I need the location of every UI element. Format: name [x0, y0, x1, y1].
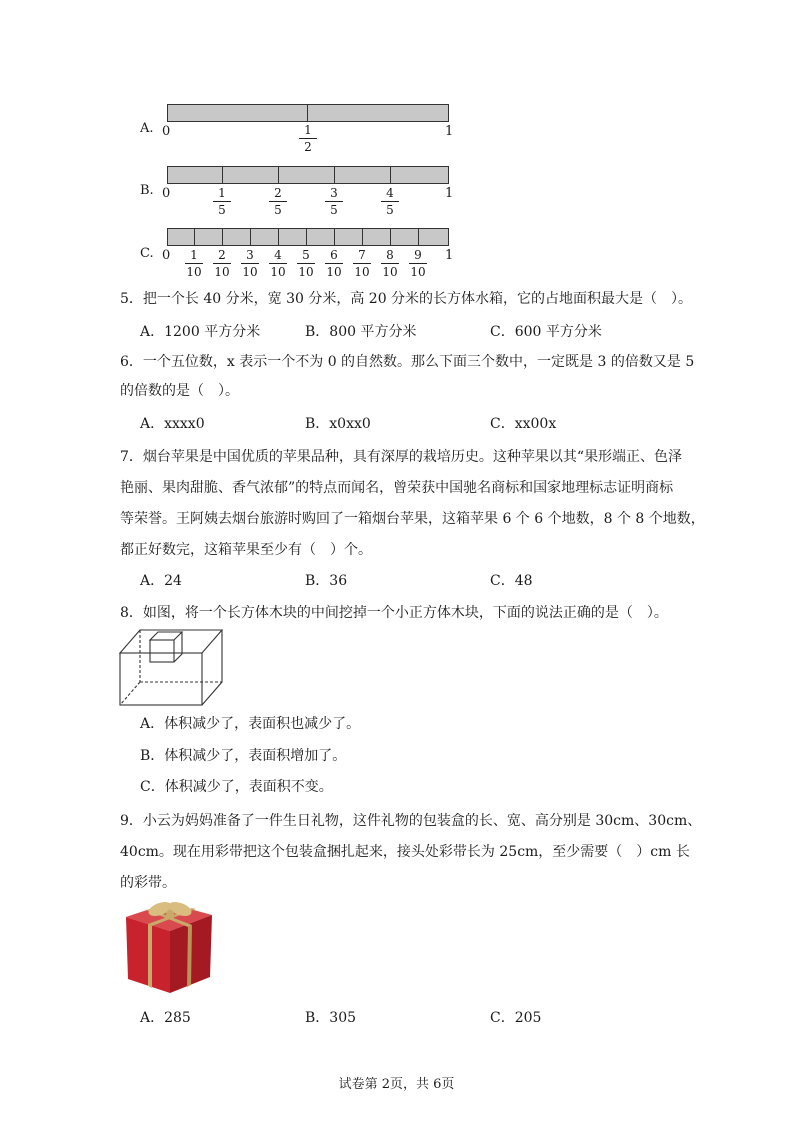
question-7-line: 7．烟台苹果是中国优质的苹果品种，具有深厚的栽培历史。这种苹果以其“果形端正、色泽 [120, 449, 683, 465]
axis-start-label: 0 [162, 124, 171, 139]
fraction-label: 7 10 [354, 248, 370, 279]
tick-mark [362, 228, 363, 246]
cuboid-with-hole-figure [118, 628, 224, 710]
question-6-line: 6．一个五位数，x 表示一个不为 0 的自然数。那么下面三个数中，一定既是 3 的倍数又是 5 [120, 354, 695, 370]
fraction-label: 9 10 [410, 248, 426, 279]
axis-end-label: 1 [445, 248, 454, 263]
gift-box-image [120, 897, 216, 997]
tick-mark [222, 228, 223, 246]
number-line-bar [167, 228, 449, 246]
q6-option-b[interactable]: B．x0xx0 [305, 416, 371, 432]
fraction-label: 3 5 [322, 186, 346, 217]
q7-option-b[interactable]: B．36 [305, 573, 348, 589]
option-letter: C. [140, 246, 154, 261]
tick-mark [194, 228, 195, 246]
q5-option-c[interactable]: C．600 平方分米 [490, 324, 602, 340]
question-9-line: 9．小云为妈妈准备了一件生日礼物，这件礼物的包装盒的长、宽、高分别是 30cm、30cm、 [120, 813, 702, 829]
q7-option-a[interactable]: A．24 [140, 573, 182, 589]
q9-option-b[interactable]: B．305 [305, 1010, 357, 1026]
q5-option-a[interactable]: A．1200 平方分米 [140, 324, 261, 340]
tick-mark [334, 166, 335, 184]
q9-option-c[interactable]: C．205 [490, 1010, 542, 1026]
fraction-label: 1 5 [210, 186, 234, 217]
question-8-stem: 8．如图，将一个长方体木块的中间挖掉一个小正方体木块，下面的说法正确的是（ ）。 [120, 605, 668, 621]
q6-option-a[interactable]: A．xxxx0 [140, 416, 205, 432]
tick-mark [390, 228, 391, 246]
q9-option-a[interactable]: A．285 [140, 1010, 191, 1026]
number-line-bar [167, 166, 449, 184]
q6-option-c[interactable]: C．xx00x [490, 416, 557, 432]
axis-end-label: 1 [445, 186, 454, 201]
fraction-label: 4 10 [270, 248, 286, 279]
q8-option-a[interactable]: A．体积减少了，表面积也减少了。 [140, 716, 361, 732]
page-footer: 试卷第 2页，共 6页 [338, 1077, 455, 1092]
question-9-line: 的彩带。 [120, 875, 176, 891]
question-5-stem: 5．把一个长 40 分米，宽 30 分米，高 20 分米的长方体水箱，它的占地面积最大是（ ）。 [120, 291, 693, 307]
option-letter: A. [140, 121, 154, 136]
option-letter: B. [140, 183, 154, 198]
tick-mark [250, 228, 251, 246]
fraction-label: 6 10 [326, 248, 342, 279]
fraction-label: 2 5 [266, 186, 290, 217]
q8-option-b[interactable]: B．体积减少了，表面积增加了。 [140, 748, 347, 764]
fraction-label: 5 10 [298, 248, 314, 279]
tick-mark [222, 166, 223, 184]
axis-start-label: 0 [162, 186, 171, 201]
fraction-label: 8 10 [382, 248, 398, 279]
question-7-line: 都正好数完，这箱苹果至少有（ ）个。 [120, 542, 372, 558]
tick-mark [278, 166, 279, 184]
fraction-label: 2 10 [214, 248, 230, 279]
tick-mark [334, 228, 335, 246]
question-9-line: 40cm。现在用彩带把这个包装盒捆扎起来，接头处彩带长为 25cm，至少需要（ ）cm 长 [120, 844, 690, 860]
axis-end-label: 1 [445, 124, 454, 139]
tick-mark [307, 104, 308, 122]
question-7-line: 艳丽、果肉甜脆、香气浓郁”的特点而闻名，曾荣获中国驰名商标和国家地理标志证明商标 [120, 480, 674, 496]
tick-mark [278, 228, 279, 246]
question-7-line: 等荣誉。王阿姨去烟台旅游时购回了一箱烟台苹果，这箱苹果 6 个 6 个地数，8 个 8 个地数， [120, 511, 705, 527]
tick-mark [390, 166, 391, 184]
fraction-label: 4 5 [378, 186, 402, 217]
q5-option-b[interactable]: B．800 平方分米 [305, 324, 417, 340]
tick-mark [418, 228, 419, 246]
tick-mark [306, 228, 307, 246]
question-6-line: 的倍数的是（ ）。 [120, 383, 239, 399]
q8-option-c[interactable]: C．体积减少了，表面积不变。 [140, 779, 333, 795]
fraction-label: 3 10 [242, 248, 258, 279]
q7-option-c[interactable]: C．48 [490, 573, 533, 589]
fraction-label: 1 10 [186, 248, 202, 279]
fraction-label: 1 2 [296, 123, 320, 154]
axis-start-label: 0 [162, 248, 171, 263]
